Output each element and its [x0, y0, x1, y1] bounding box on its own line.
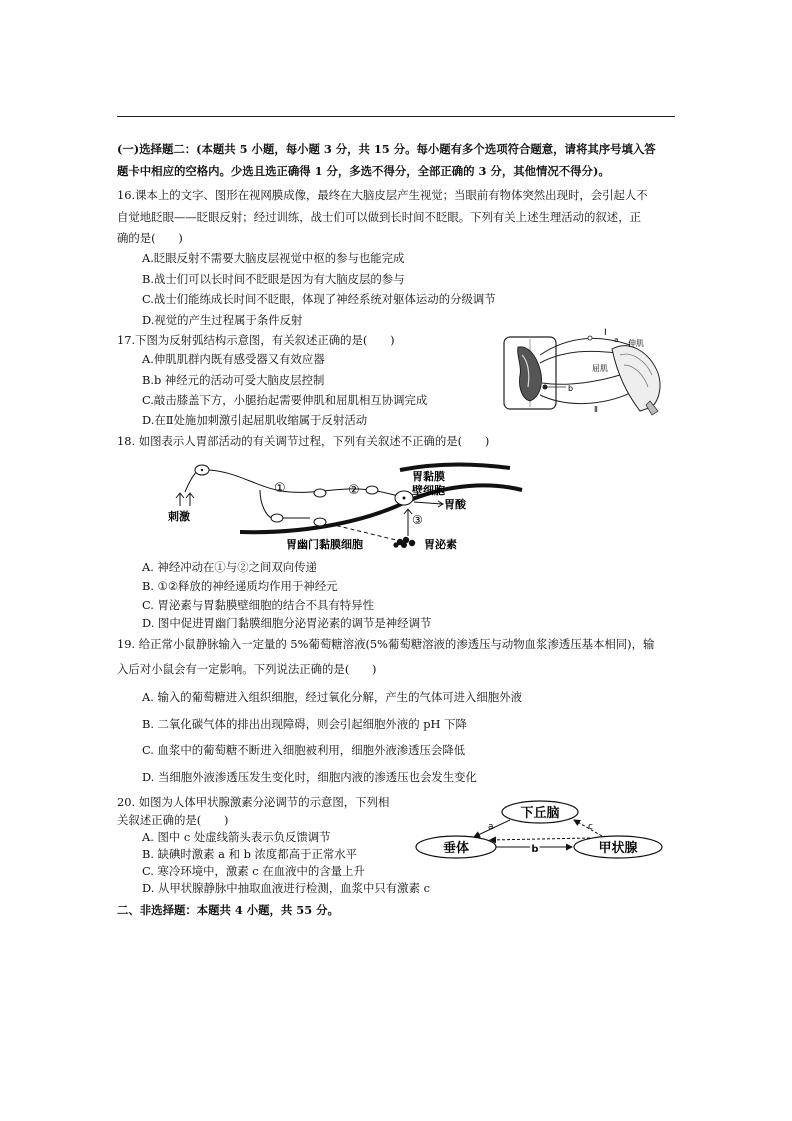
q17-option-a: A.伸肌肌群内既有感受器又有效应器 — [142, 352, 325, 366]
section2-header: 二、非选择题：本题共 4 小题，共 55 分。 — [117, 903, 339, 917]
stimulus-arrow-2 — [186, 493, 194, 506]
label-pituitary: 垂体 — [442, 841, 470, 856]
sensory-ganglion — [588, 336, 592, 340]
section1-header-line2: 题卡中相应的空格内。少选且选正确得 1 分，多选不得分，全部正确的 3 分，其他情况不得分)。 — [117, 164, 610, 178]
thyroid-regulation-figure — [412, 798, 674, 862]
label-pyloric-cell: 胃幽门黏膜细胞 — [286, 538, 363, 551]
leg-muscle — [612, 346, 660, 411]
knee-bone — [646, 401, 658, 415]
label-c: c — [588, 822, 593, 832]
neuron-lower-1 — [271, 514, 283, 522]
label-gastric-acid: 胃酸 — [444, 498, 466, 511]
label-b: b — [531, 844, 539, 855]
q16-stem-line1: 16.课本上的文字、图形在视网膜成像，最终在大脑皮层产生视觉；当眼前有物体突然出现时，会引起人不 — [117, 188, 648, 202]
neuron-lower-2 — [314, 518, 326, 526]
q17-stem: 17.下图为反射弧结构示意图，有关叙述正确的是( ) — [117, 333, 395, 347]
q18-option-c: C. 胃泌素与胃黏膜壁细胞的结合不具有特异性 — [142, 598, 374, 612]
neuron-upper-1 — [314, 489, 326, 497]
q18-stem: 18. 如图表示人胃部活动的有关调节过程，下列有关叙述不正确的是( ) — [117, 434, 490, 448]
q16-option-d: D.视觉的产生过程属于条件反射 — [142, 313, 303, 327]
gastrin-granules — [393, 537, 415, 548]
label-3: ③ — [412, 513, 423, 527]
q20-stem-line1: 20. 如图为人体甲状腺激素分泌调节的示意图，下列相 — [117, 795, 390, 809]
stimulus-arrow-1 — [176, 493, 184, 506]
label-parietal-2: 壁细胞 — [412, 484, 445, 497]
q18-option-d: D. 图中促进胃幽门黏膜细胞分泌胃泌素的调节是神经调节 — [142, 616, 432, 630]
q20-option-b: B. 缺碘时激素 a 和 b 浓度都高于正常水平 — [142, 847, 358, 861]
label-a: a — [614, 336, 619, 344]
q19-option-d: D. 当细胞外液渗透压发生变化时，细胞内液的渗透压也会发生变化 — [142, 770, 477, 784]
label-a: a — [488, 822, 494, 832]
reflex-arc-figure — [500, 325, 670, 417]
label-gastrin: 胃泌素 — [424, 538, 457, 551]
q16-stem-line2: 自觉地眨眼——眨眼反射；经过训练，战士们可以做到长时间不眨眼。下列有关上述生理活动的叙述，正 — [117, 210, 641, 224]
label-b: b — [568, 384, 574, 393]
label-thyroid: 甲状腺 — [598, 841, 638, 856]
q20-option-d: D. 从甲状腺静脉中抽取血液进行检测，血浆中只有激素 c — [142, 881, 430, 895]
q16-option-b: B.战士们可以长时间不眨眼是因为有大脑皮层的参与 — [142, 272, 405, 286]
section1-header-line1: (一)选择题二：(本题共 5 小题，每小题 3 分，共 15 分。每小题有多个选项符合题意，请将其序号填入答 — [117, 142, 656, 156]
label-extensor: 伸肌 — [628, 339, 644, 348]
q16-option-c: C.战士们能练成长时间不眨眼，体现了神经系统对躯体运动的分级调节 — [142, 292, 496, 306]
q18-option-a: A. 神经冲动在①与②之间双向传递 — [142, 560, 317, 574]
q18-option-b: B. ①②释放的神经递质均作用于神经元 — [142, 579, 338, 593]
stomach-regulation-figure — [160, 460, 530, 556]
label-hypothalamus: 下丘脑 — [520, 806, 560, 821]
q16-stem-line3: 确的是( ) — [117, 231, 183, 245]
q19-stem-line2: 入后对小鼠会有一定影响。下列说法正确的是( ) — [117, 662, 377, 676]
q20-option-c: C. 寒冷环境中，激素 c 在血液中的含量上升 — [142, 864, 365, 878]
arrow-c-pituitary — [490, 838, 590, 840]
label-1: ① — [274, 481, 286, 496]
q19-option-b: B. 二氧化碳气体的排出出现障碍，则会引起细胞外液的 pH 下降 — [142, 717, 467, 731]
q20-option-a: A. 图中 c 处虚线箭头表示负反馈调节 — [142, 830, 331, 844]
q19-stem-line1: 19. 给正常小鼠静脉输入一定量的 5%葡萄糖溶液(5%葡萄糖溶液的渗透压与动物血浆渗透压基本相同)，输 — [117, 637, 655, 651]
label-flexor: 屈肌 — [592, 364, 608, 373]
label-I: Ⅰ — [604, 328, 607, 338]
q19-option-c: C. 血浆中的葡萄糖不断进入细胞被利用，细胞外液渗透压会降低 — [142, 743, 466, 757]
q20-stem-line2: 关叙述正确的是( ) — [117, 813, 229, 827]
sensory-neuron-nucleus — [201, 469, 203, 471]
q17-option-c: C.敲击膝盖下方，小腿抬起需要伸肌和屈肌相互协调完成 — [142, 393, 428, 407]
neuron-upper-2 — [366, 486, 378, 494]
gastrin-arrow — [404, 509, 412, 536]
top-rule — [117, 116, 675, 117]
q19-option-a: A. 输入的葡萄糖进入组织细胞，经过氧化分解，产生的气体可进入细胞外液 — [142, 690, 522, 704]
label-parietal-1: 胃黏膜 — [412, 470, 445, 483]
q16-option-a: A.眨眼反射不需要大脑皮层视觉中枢的参与也能完成 — [142, 251, 405, 265]
q17-option-b: B.b 神经元的活动可受大脑皮层控制 — [142, 373, 325, 387]
acid-arrow — [414, 501, 443, 507]
label-stimulus: 刺激 — [168, 510, 190, 523]
label-II: Ⅱ — [594, 405, 598, 414]
parietal-cell-nucleus — [403, 497, 406, 500]
label-2: ② — [348, 483, 360, 498]
q17-option-d: D.在Ⅱ处施加刺激引起屈肌收缩属于反射活动 — [142, 413, 368, 427]
